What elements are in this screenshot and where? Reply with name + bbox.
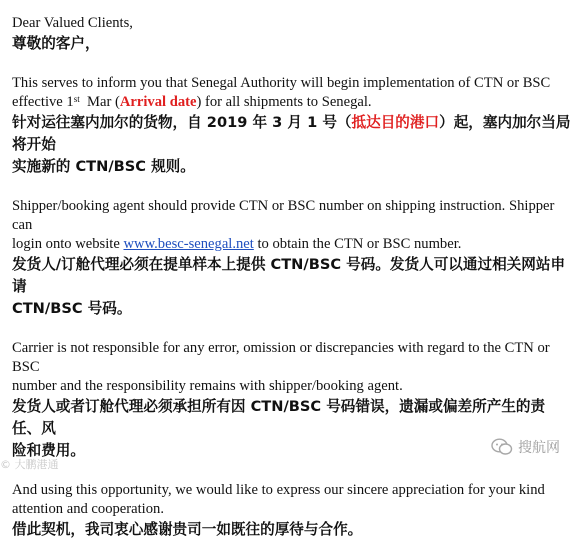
text: ）起，塞内加尔当局将开始 <box>12 114 571 153</box>
besc-website-link[interactable]: www.besc-senegal.net <box>123 236 254 252</box>
text: to obtain the CTN or BSC number. <box>253 236 462 252</box>
text: 针对运往塞内加尔的货物，自 2019 年 3 月 1 号（ <box>12 114 352 131</box>
paragraph-3-en-line-1: Carrier is not responsible for any error, omission or discrepancies with regard to the CTN or BSC <box>12 340 550 375</box>
ordinal-suffix: st <box>73 94 80 104</box>
paragraph-1-zh-line-2: 实施新的 CTN/BSC 规则。 <box>12 158 195 175</box>
paragraph-1-zh-line-1 <box>12 112 572 156</box>
paragraph-2-en-line-1: Shipper/booking agent should provide CTN or BSC number on shipping instruction. Shipper can <box>12 198 555 233</box>
paragraph-4-zh: 借此契机，我司衷心感谢贵司一如既往的厚待与合作。 <box>12 521 363 538</box>
greeting-en: Dear Valued Clients, <box>12 15 133 31</box>
paragraph-1-en-line-1: This serves to inform you that Senegal Authority will begin implementation of CTN or BSC <box>12 75 551 91</box>
greeting-zh: 尊敬的客户， <box>12 35 100 52</box>
paragraph-4-en-line-2: attention and cooperation. <box>12 501 164 517</box>
watermark-right-text: 搜航网 <box>518 440 560 456</box>
text: login onto website <box>12 236 124 252</box>
paragraph-3-zh-line-2: 险和费用。 <box>12 442 85 459</box>
paragraph-1-en-line-2 <box>12 93 572 112</box>
arrival-date-highlight: Arrival date <box>119 94 197 110</box>
paragraph-2-en-line-2 <box>12 235 572 254</box>
wechat-icon <box>491 438 513 456</box>
text: effective 1 <box>12 94 74 110</box>
watermark-left: © 大鹏港通 <box>0 458 59 471</box>
paragraph-4-en-line-1: And using this opportunity, we would like to express our sincere appreciation for your kind <box>12 482 545 498</box>
paragraph-2-zh-line-1: 发货人/订舱代理必须在提单样本上提供 CTN/BSC 号码。发货人可以通过相关网站申请 <box>12 256 566 295</box>
text: Mar ( <box>79 94 120 110</box>
text: ) for all shipments to Senegal. <box>196 94 372 110</box>
watermark-right <box>491 437 560 457</box>
paragraph-2-zh-line-2: CTN/BSC 号码。 <box>12 300 132 317</box>
arrival-port-highlight: 抵达目的港口 <box>351 114 440 131</box>
paragraph-3-en-line-2: number and the responsibility remains with shipper/booking agent. <box>12 378 403 394</box>
paragraph-3-zh-line-1: 发货人或者订舱代理必须承担所有因 CTN/BSC 号码错误，遗漏或偏差所产生的责任、风 <box>12 398 546 437</box>
letter-body <box>12 14 572 541</box>
